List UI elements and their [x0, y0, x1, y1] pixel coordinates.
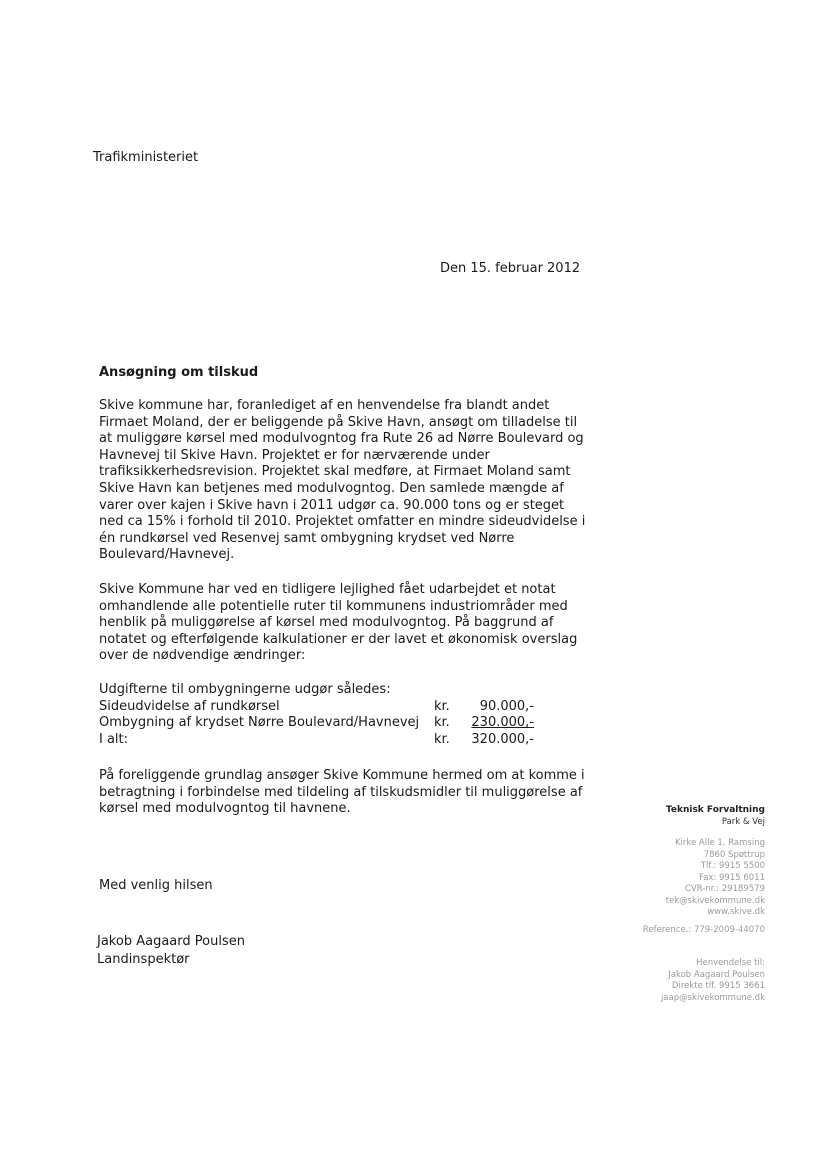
address-line: Kirke Alle 1, Ramsing: [674, 838, 765, 848]
paragraph-line: Firmaet Moland, der er beliggende på Skive Havn, ansøgt om tilladelse til: [99, 414, 578, 430]
paragraph-line: Skive Kommune har ved en tidligere lejlighed fået udarbejdet et notat: [99, 582, 556, 597]
recipient: Trafikministeriet: [93, 150, 199, 165]
contact-line: Direkte tlf. 9915 3661: [671, 981, 765, 991]
cost-label: Ombygning af krydset Nørre Boulevard/Havnevej: [99, 715, 420, 731]
sidebar-subdepartment: Park & Vej: [721, 817, 765, 827]
paragraph-line: omhandlende alle potentielle ruter til kommunens industriområder med: [99, 598, 568, 614]
cost-currency: kr.: [434, 731, 450, 747]
cost-amount: 230.000,-: [471, 715, 534, 731]
cost-label: Sideudvidelse af rundkørsel: [99, 698, 280, 714]
email-link[interactable]: tek@skivekommune.dk: [665, 895, 765, 906]
address-line: Tlf.: 9915 5500: [700, 861, 765, 871]
closing: Med venlig hilsen: [99, 878, 213, 893]
contact-line: Jakob Aagaard Poulsen: [668, 969, 765, 980]
sidebar-contact: [661, 958, 765, 1004]
website-link[interactable]: www.skive.dk: [707, 907, 765, 917]
cost-currency: kr.: [434, 698, 450, 714]
address-line: Fax: 9915 6011: [699, 872, 765, 883]
cost-label: I alt:: [99, 731, 129, 747]
letter-date: Den 15. februar 2012: [440, 261, 581, 276]
paragraph-line: over de nødvendige ændringer:: [99, 648, 306, 664]
paragraph-line: kørsel med modulvogntog til havnene.: [99, 801, 351, 817]
paragraph-line: Skive Havn kan betjenes med modulvogntog. Den samlede mængde af: [99, 480, 564, 496]
paragraph-1: [99, 398, 599, 564]
contact-line: Henvendelse til:: [696, 958, 765, 968]
contact-email-link[interactable]: jaap@skivekommune.dk: [660, 992, 765, 1003]
paragraph-line: notatet og efterfølgende kalkulationer er der lavet et økonomisk overslag: [99, 631, 578, 647]
letter-subject: Ansøgning om tilskud: [99, 365, 259, 380]
paragraph-line: Havnevej til Skive Havn. Projektet er for nærværende under: [99, 447, 490, 463]
sidebar-reference: Reference.: 779-2009-44070: [642, 925, 765, 935]
cost-amount: 90.000,-: [479, 698, 534, 714]
paragraph-line: ned ca 15% i forhold til 2010. Projektet omfatter en mindre sideudvidelse i: [99, 514, 586, 530]
sidebar-department: Teknisk Forvaltning: [665, 805, 765, 815]
signature-name: Jakob Aagaard Poulsen: [97, 934, 245, 949]
address-line: 7860 Spøttrup: [703, 849, 765, 860]
paragraph-line: varer over kajen i Skive havn i 2011 udgør ca. 90.000 tons og er steget: [99, 497, 565, 513]
paragraph-line: at muliggøre kørsel med modulvogntog fra Rute 26 ad Nørre Boulevard og: [99, 431, 584, 447]
paragraph-2: [99, 582, 599, 665]
cost-intro-text: Udgifterne til ombygningerne udgør således:: [99, 682, 391, 697]
cost-currency: kr.: [434, 715, 450, 731]
paragraph-line: trafiksikkerhedsrevision. Projektet skal medføre, at Firmaet Moland samt: [99, 464, 571, 480]
sidebar-address: [666, 838, 765, 919]
paragraph-3: [99, 768, 619, 818]
paragraph-line: På foreliggende grundlag ansøger Skive Kommune hermed om at komme i: [99, 768, 585, 783]
paragraph-line: henblik på muliggørelse af kørsel med modulvogntog. På baggrund af: [99, 615, 554, 631]
paragraph-line: Boulevard/Havnevej.: [99, 547, 235, 563]
paragraph-line: én rundkørsel ved Resenvej samt ombygning krydset ved Nørre: [99, 530, 515, 546]
signature-title: Landinspektør: [97, 952, 190, 967]
address-line: CVR-nr.: 29189579: [684, 884, 765, 894]
signature: [97, 933, 245, 969]
paragraph-line: betragtning i forbindelse med tildeling af tilskudsmidler til muliggørelse af: [99, 784, 583, 800]
paragraph-line: Skive kommune har, foranlediget af en henvendelse fra blandt andet: [99, 398, 550, 413]
cost-amount: 320.000,-: [471, 731, 534, 747]
